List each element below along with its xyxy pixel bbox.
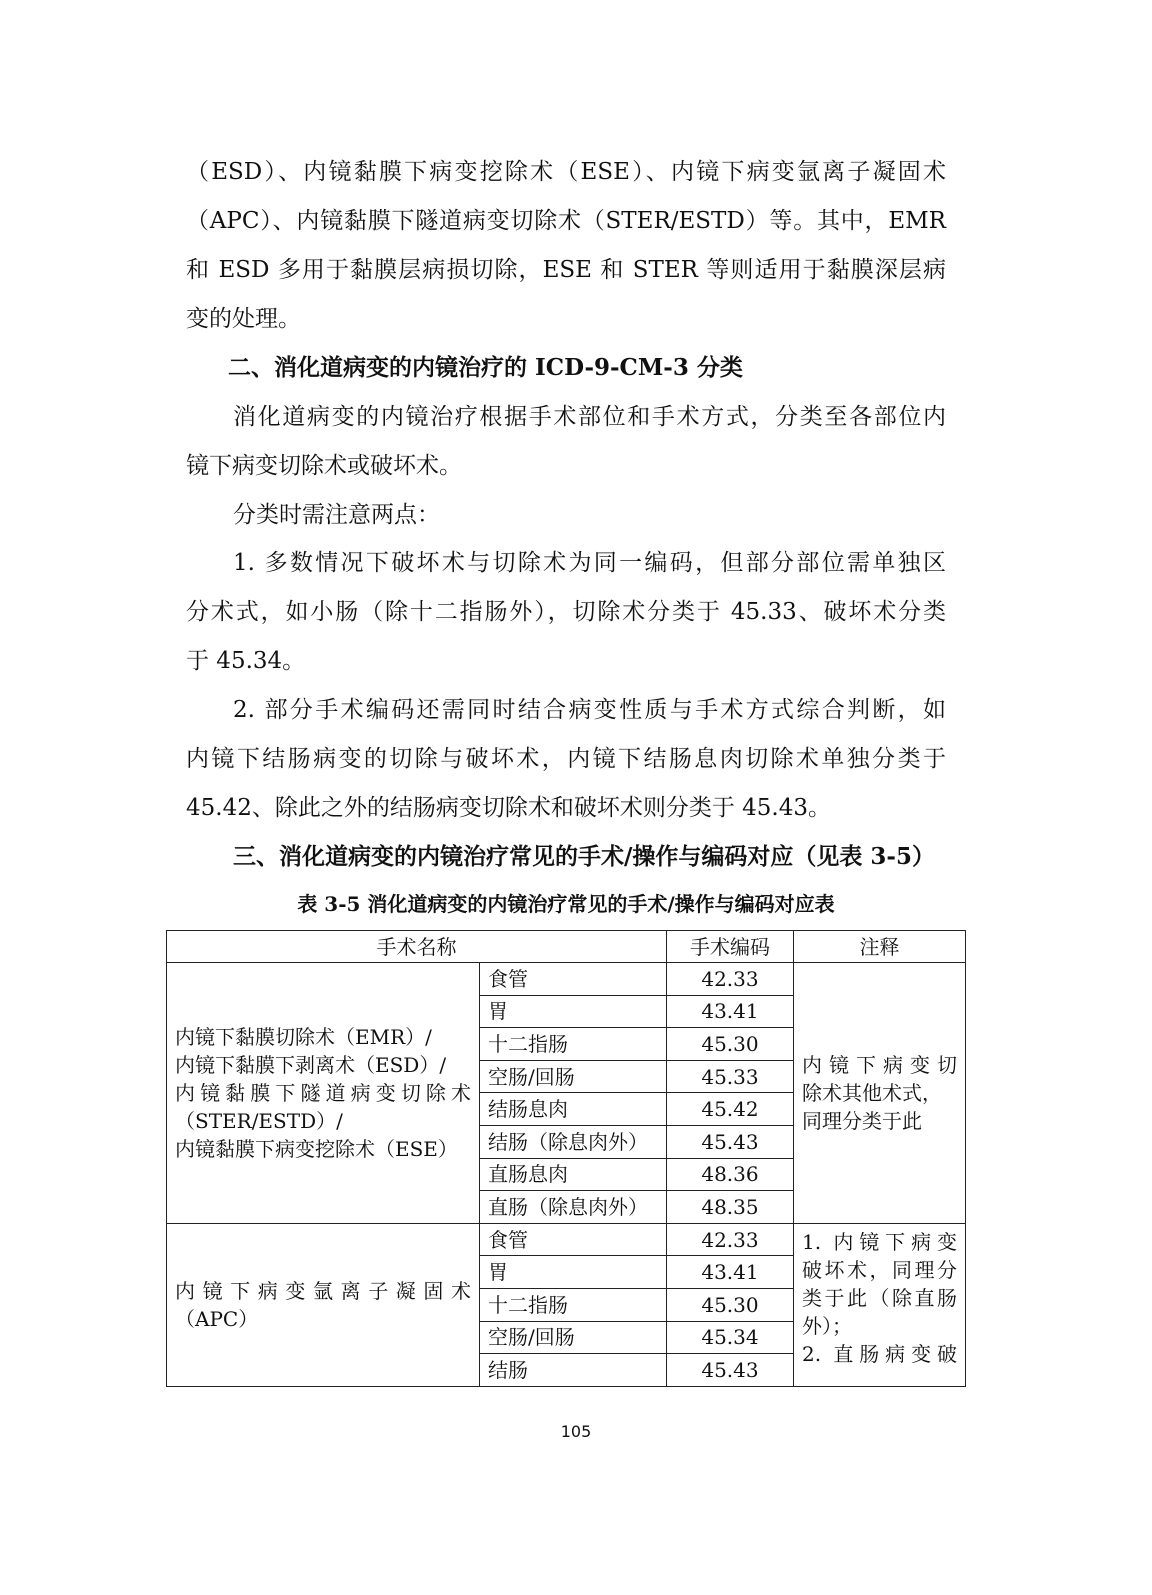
paragraph-line: 和 ESD 多用于黏膜层病损切除，ESE 和 STER 等则适用于黏膜深层病 xyxy=(186,257,946,283)
procedure-name-line: 内镜下病变氩离子凝固术 xyxy=(175,1278,471,1303)
site-cell: 直肠（除息肉外） xyxy=(480,1191,667,1224)
table-header-row xyxy=(167,931,966,963)
procedure-name-line: （APC） xyxy=(175,1306,259,1331)
section-heading-2: 二、消化道病变的内镜治疗的 ICD-9-CM-3 分类 xyxy=(228,354,743,381)
paragraph-line: 2. 部分手术编码还需同时结合病变性质与手术方式综合判断，如 xyxy=(233,697,946,723)
code-cell: 43.41 xyxy=(667,995,794,1028)
procedure-name-line: 内镜黏膜下病变挖除术（ESE） xyxy=(175,1136,458,1161)
code-cell: 45.34 xyxy=(667,1321,794,1354)
table-caption: 表 3-5 消化道病变的内镜治疗常见的手术/操作与编码对应表 xyxy=(297,892,835,916)
paragraph-line: 内镜下结肠病变的切除与破坏术，内镜下结肠息肉切除术单独分类于 xyxy=(186,746,946,772)
site-cell: 结肠（除息肉外） xyxy=(480,1125,667,1158)
procedure-name-group2 xyxy=(167,1223,480,1386)
code-cell: 42.33 xyxy=(667,963,794,996)
site-cell: 结肠 xyxy=(480,1354,667,1387)
note-group1 xyxy=(794,963,966,1224)
procedure-name-line: 内镜下黏膜下剥离术（ESD）/ xyxy=(175,1052,447,1077)
procedure-name-group1 xyxy=(167,963,480,1224)
code-cell: 45.43 xyxy=(667,1354,794,1387)
procedure-name-line: （STER/ESTD）/ xyxy=(175,1108,343,1133)
code-cell: 42.33 xyxy=(667,1223,794,1256)
page-number: 105 xyxy=(560,1422,592,1441)
procedure-name-line: 内镜下黏膜切除术（EMR）/ xyxy=(175,1024,432,1049)
site-cell: 空肠/回肠 xyxy=(480,1321,667,1354)
site-cell: 十二指肠 xyxy=(480,1028,667,1061)
paragraph-line: 45.42、除此之外的结肠病变切除术和破坏术则分类于 45.43。 xyxy=(186,795,831,821)
note-group2 xyxy=(794,1223,966,1386)
paragraph-line: （APC）、内镜黏膜下隧道病变切除术（STER/ESTD）等。其中，EMR xyxy=(186,208,946,234)
code-cell: 45.30 xyxy=(667,1028,794,1061)
code-cell: 45.43 xyxy=(667,1125,794,1158)
paragraph-line: 分术式，如小肠（除十二指肠外），切除术分类于 45.33、破坏术分类 xyxy=(186,599,946,625)
header-note: 注释 xyxy=(794,931,966,963)
procedure-name-line: 内镜黏膜下隧道病变切除术 xyxy=(175,1080,471,1105)
header-name: 手术名称 xyxy=(167,931,667,963)
site-cell: 胃 xyxy=(480,1256,667,1289)
note-line: 破坏术，同理分 xyxy=(802,1257,957,1282)
code-cell: 45.42 xyxy=(667,1093,794,1126)
note-line: 2. 直肠病变破 xyxy=(802,1341,957,1366)
code-cell: 48.36 xyxy=(667,1158,794,1191)
site-cell: 食管 xyxy=(480,963,667,996)
note-line: 1. 内镜下病变 xyxy=(802,1229,957,1254)
note-line: 同理分类于此 xyxy=(802,1108,922,1133)
header-code: 手术编码 xyxy=(667,931,794,963)
site-cell: 空肠/回肠 xyxy=(480,1060,667,1093)
note-line: 除术其他术式， xyxy=(802,1080,942,1105)
paragraph-line: 1. 多数情况下破坏术与切除术为同一编码，但部分部位需单独区 xyxy=(233,550,946,576)
note-line: 外）； xyxy=(802,1313,852,1338)
site-cell: 胃 xyxy=(480,995,667,1028)
code-cell: 45.33 xyxy=(667,1060,794,1093)
note-line: 类于此（除直肠 xyxy=(802,1285,957,1310)
paragraph-line: 消化道病变的内镜治疗根据手术部位和手术方式，分类至各部位内 xyxy=(233,404,946,430)
site-cell: 结肠息肉 xyxy=(480,1093,667,1126)
table-row xyxy=(167,1223,966,1256)
note-line: 内镜下病变切 xyxy=(802,1052,957,1077)
paragraph-line: 镜下病变切除术或破坏术。 xyxy=(186,453,462,479)
procedure-code-table xyxy=(166,930,966,1387)
code-cell: 43.41 xyxy=(667,1256,794,1289)
site-cell: 食管 xyxy=(480,1223,667,1256)
table-row xyxy=(167,963,966,996)
section-heading-3: 三、消化道病变的内镜治疗常见的手术/操作与编码对应（见表 3-5） xyxy=(233,843,935,870)
paragraph-line: 于 45.34。 xyxy=(186,648,306,674)
site-cell: 直肠息肉 xyxy=(480,1158,667,1191)
paragraph-line: 变的处理。 xyxy=(186,306,301,332)
code-cell: 48.35 xyxy=(667,1191,794,1224)
paragraph-line: （ESD）、内镜黏膜下病变挖除术（ESE）、内镜下病变氩离子凝固术 xyxy=(186,159,946,185)
site-cell: 十二指肠 xyxy=(480,1288,667,1321)
paragraph-line: 分类时需注意两点： xyxy=(233,502,440,528)
code-cell: 45.30 xyxy=(667,1288,794,1321)
